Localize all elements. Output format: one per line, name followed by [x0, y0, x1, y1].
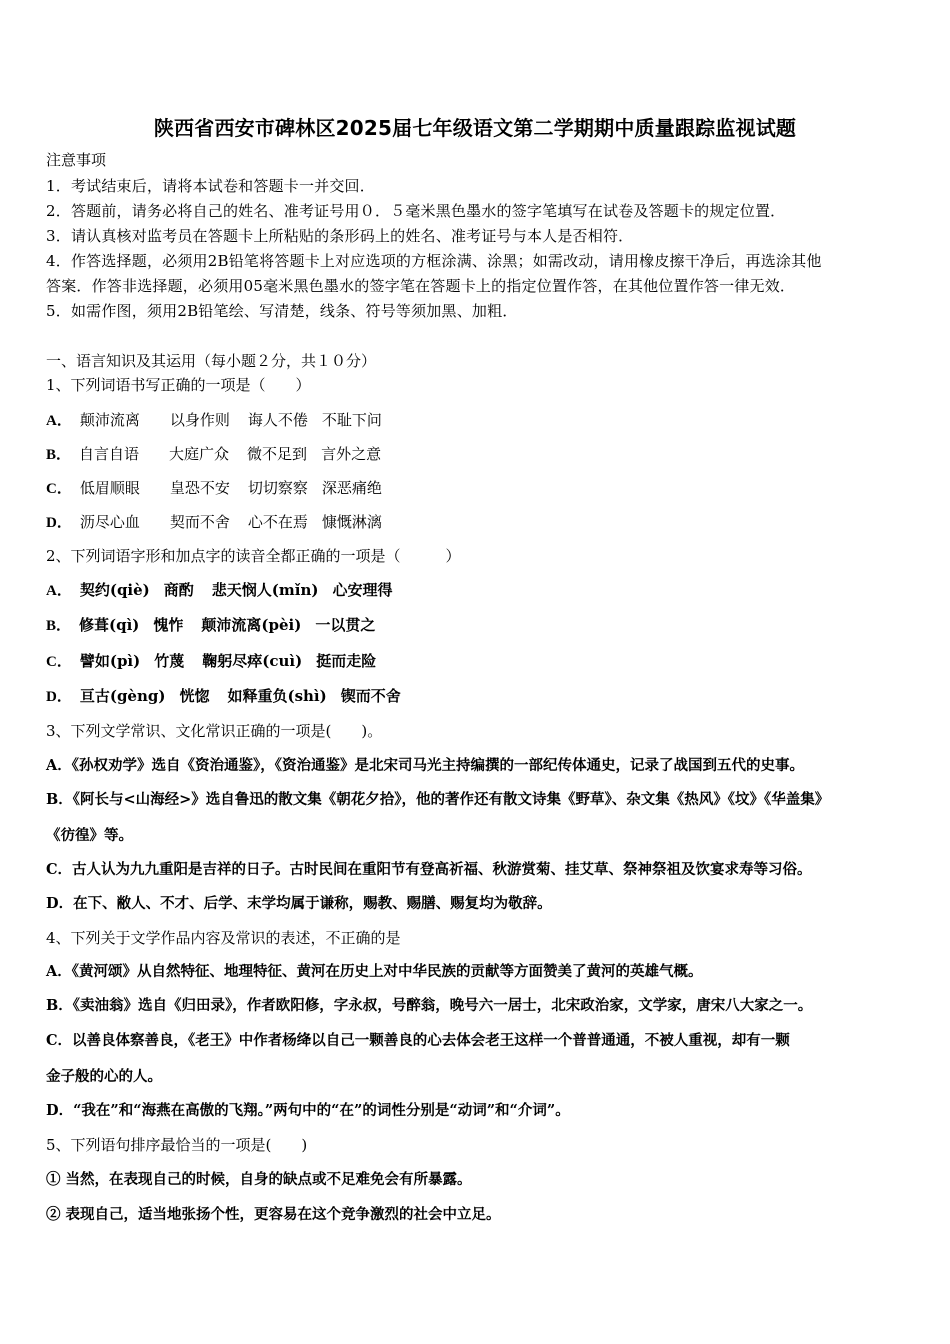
option-word: 譬如(pì)	[79, 652, 141, 670]
option-word: 大庭广众	[169, 445, 230, 463]
option-word: 心不在焉	[247, 513, 308, 531]
option-word: 愧怍	[153, 616, 184, 634]
option-letter: B．	[46, 618, 72, 634]
section-heading: 一、语言知识及其运用（每小题２分，共１０分）	[46, 352, 377, 370]
option-word: 颠沛流离	[79, 411, 140, 429]
option-word: 切切察察	[247, 479, 308, 497]
option-row	[46, 478, 382, 499]
sentence-item: ② 表现自己，适当地张扬个性，更容易在这个竞争激烈的社会中立足。	[46, 1206, 501, 1223]
option-word: 契而不舍	[169, 513, 230, 531]
option-word: 深恶痛绝	[321, 479, 382, 497]
option-letter: C．	[46, 654, 72, 670]
notice-item: 4．作答选择题，必须用2B铅笔将答题卡上对应选项的方框涂满、涂黑；如需改动，请用橡皮擦干净后，再选涂其他	[46, 252, 822, 270]
option-word: 微不足到	[247, 445, 308, 463]
option-word: 修葺(qì)	[79, 616, 140, 634]
option-letter: D．	[46, 689, 72, 705]
option-word: 如释重负(shì)	[227, 687, 327, 705]
option-text: C．以善良体察善良，《老王》中作者杨绛以自己一颗善良的心去体会老王这样一个普普通通，不被人重视，却有一颗	[46, 1032, 790, 1049]
option-word: 挺而走险	[316, 652, 377, 670]
notice-item: 3．请认真核对监考员在答题卡上所粘贴的条形码上的姓名、准考证号与本人是否相符．	[46, 227, 634, 245]
option-word: 心安理得	[332, 581, 393, 599]
question-stem: 3、下列文学常识、文化常识正确的一项是( )。	[46, 722, 383, 740]
option-letter: A．	[46, 413, 72, 429]
option-word: 商酌	[163, 581, 194, 599]
option-row	[46, 512, 382, 533]
option-text: B．《阿长与<山海经>》选自鲁迅的散文集《朝花夕拾》，他的著作还有散文诗集《野草》、杂文集《热风》《坟》《华盖集》	[46, 791, 830, 808]
option-row	[46, 615, 375, 636]
option-word: 竹蔑	[154, 652, 185, 670]
option-text: B．《卖油翁》选自《归田录》，作者欧阳修，字永叔，号醉翁，晚号六一居士，北宋政治家，文学家，唐宋八大家之一。	[46, 997, 813, 1014]
notice-item: 答案．作答非选择题，必须用05毫米黑色墨水的签字笔在答题卡上的指定位置作答，在其他位置作答一律无效．	[46, 277, 796, 295]
option-word: 亘古(gèng)	[79, 687, 166, 705]
sentence-item: ① 当然，在表现自己的时候，自身的缺点或不足难免会有所暴露。	[46, 1171, 472, 1188]
option-text: D．在下、敝人、不才、后学、末学均属于谦称，赐教、赐膳、赐复均为敬辞。	[46, 895, 552, 912]
option-word: 以身作则	[169, 411, 230, 429]
option-word: 皇恐不安	[169, 479, 230, 497]
option-word: 恍惚	[179, 687, 210, 705]
option-word: 锲而不舍	[340, 687, 401, 705]
notice-item: 1．考试结束后，请将本试卷和答题卡一并交回．	[46, 177, 375, 195]
question-stem: 4、下列关于文学作品内容及常识的表述，不正确的是	[46, 929, 401, 947]
option-text: 《彷徨》等。	[46, 827, 133, 844]
question-stem: 5、下列语句排序最恰当的一项是( )	[46, 1136, 308, 1154]
option-letter: B．	[46, 447, 72, 463]
option-row	[46, 686, 401, 707]
option-text: C．古人认为九九重阳是吉祥的日子。古时民间在重阳节有登高祈福、秋游赏菊、挂艾草、祭神祭祖及饮宴求寿等习俗。	[46, 861, 812, 878]
option-word: 诲人不倦	[247, 411, 308, 429]
notice-item: 5．如需作图，须用2B铅笔绘、写清楚，线条、符号等须加黑、加粗．	[46, 302, 518, 320]
notice-heading: 注意事项	[46, 151, 107, 169]
option-letter: D．	[46, 515, 72, 531]
question-stem: 1、下列词语书写正确的一项是（ ）	[46, 376, 311, 394]
option-text: 金子般的心的人。	[46, 1068, 162, 1085]
option-word: 慷慨淋漓	[321, 513, 382, 531]
option-word: 鞠躬尽瘁(cuì)	[202, 652, 303, 670]
page-title: 陕西省西安市碑林区2025届七年级语文第二学期期中质量跟踪监视试题	[153, 116, 797, 140]
option-word: 沥尽心血	[79, 513, 140, 531]
option-word: 言外之意	[321, 445, 382, 463]
option-word: 一以贯之	[315, 616, 376, 634]
notice-item: 2．答题前，请务必将自己的姓名、准考证号用０．５毫米黑色墨水的签字笔填写在试卷及答题卡的规定位置．	[46, 202, 786, 220]
option-text: D．“我在”和“海燕在高傲的飞翔。”两句中的“在”的词性分别是“动词”和“介词”。	[46, 1102, 570, 1119]
option-word: 不耻下问	[321, 411, 382, 429]
option-text: A．《孙权劝学》选自《资治通鉴》，《资治通鉴》是北宋司马光主持编撰的一部纪传体通史，记录了战国到五代的史事。	[46, 757, 804, 774]
option-word: 低眉顺眼	[79, 479, 140, 497]
option-word: 颠沛流离(pèi)	[201, 616, 302, 634]
option-row	[46, 651, 376, 672]
option-letter: A．	[46, 583, 72, 599]
option-row	[46, 580, 392, 601]
option-row	[46, 444, 381, 465]
option-row	[46, 410, 382, 431]
option-word: 悲天悯人(mǐn)	[211, 581, 319, 599]
option-word: 契约(qiè)	[79, 581, 150, 599]
question-stem: 2、下列词语字形和加点字的读音全都正确的一项是（ ）	[46, 547, 461, 565]
option-text: A．《黄河颂》从自然特征、地理特征、黄河在历史上对中华民族的贡献等方面赞美了黄河的英雄气概。	[46, 963, 703, 980]
option-word: 自言自语	[79, 445, 140, 463]
option-letter: C．	[46, 481, 72, 497]
